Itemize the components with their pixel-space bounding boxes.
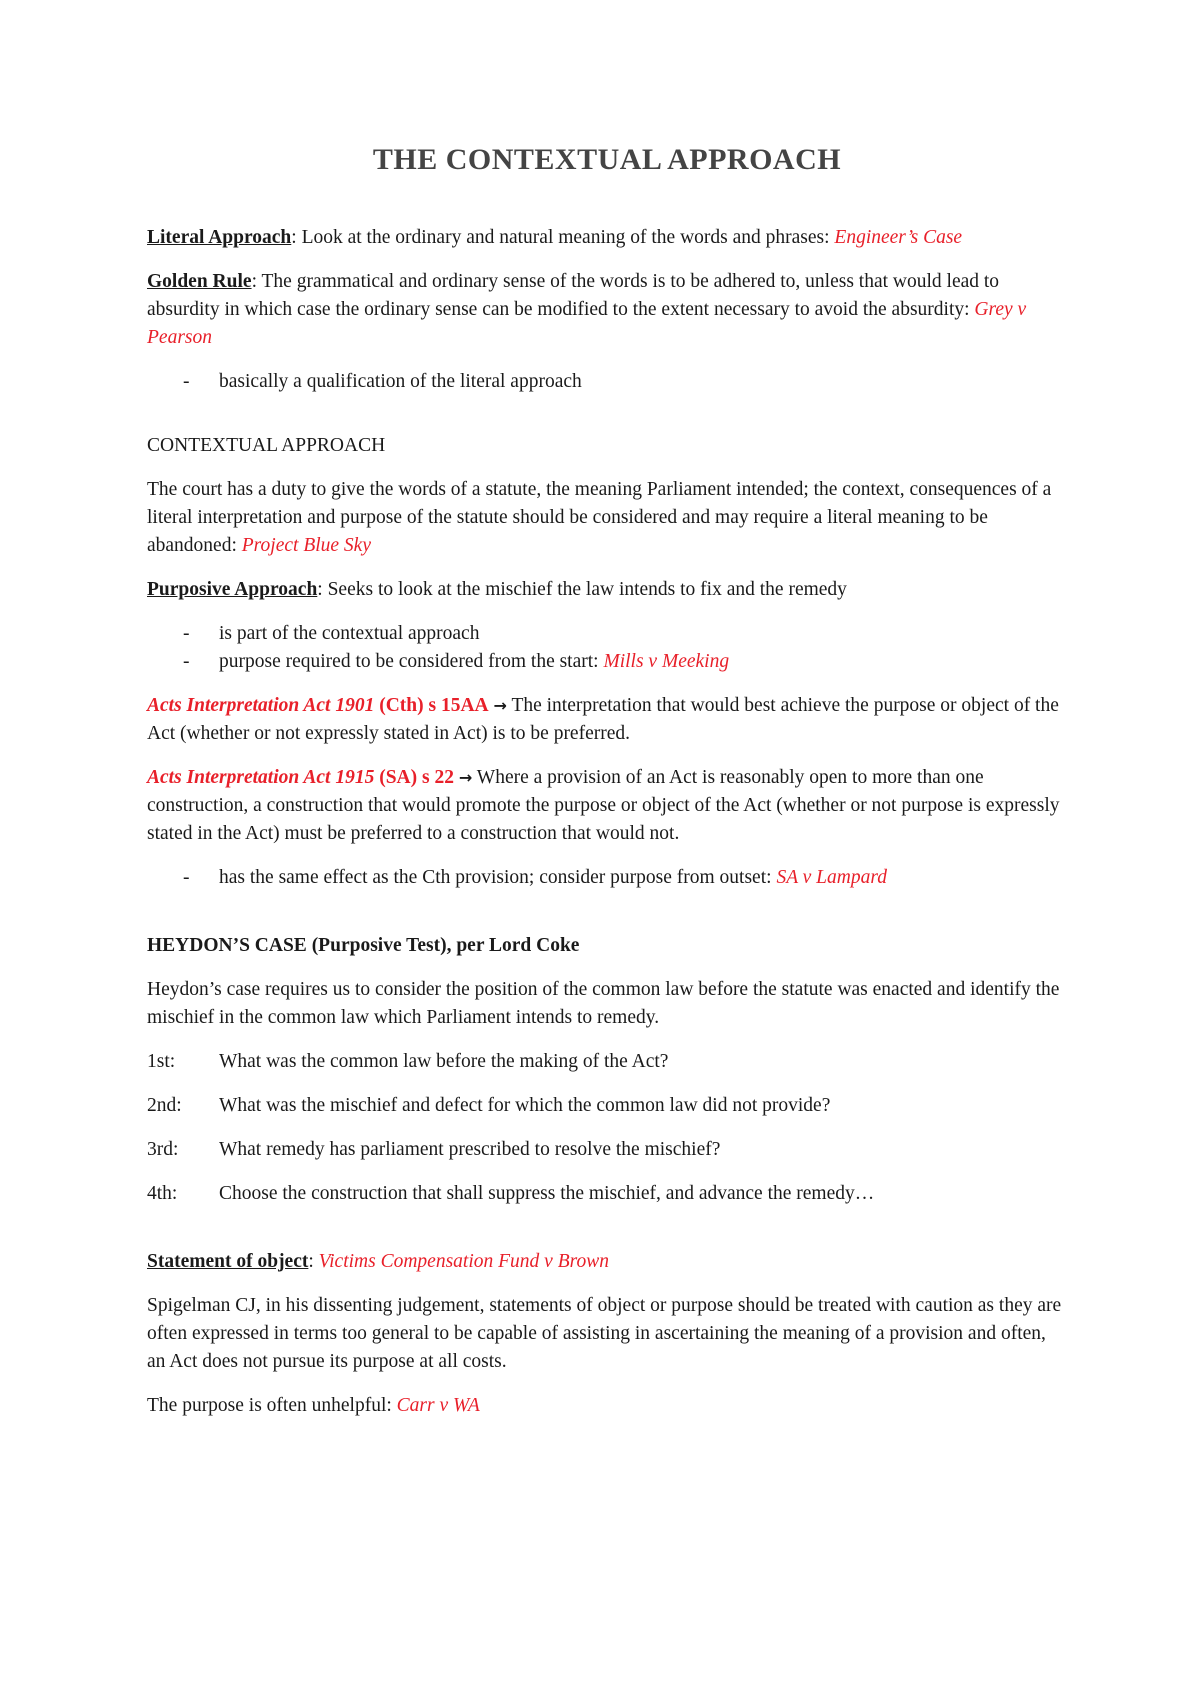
sa-act-name: Acts Interpretation Act 1915	[147, 767, 375, 788]
golden-rule-bullets	[147, 368, 1067, 396]
literal-approach-label: Literal Approach	[147, 227, 292, 248]
dash-marker: -	[183, 867, 190, 888]
literal-approach-case: Engineer’s Case	[834, 227, 963, 248]
dash-marker: -	[183, 371, 190, 392]
statement-of-object-paragraph	[147, 1248, 1067, 1276]
golden-rule-text: : The grammatical and ordinary sense of the words is to be adhered to, unless that would lead to absurdity in which case the ordinary sense can be modified to the extent necessary to avoid the absurdity:	[147, 271, 1000, 320]
sa-act-bullet-text: has the same effect as the Cth provision; consider purpose from outset:	[219, 867, 777, 888]
right-arrow-icon: →	[458, 768, 473, 787]
purposive-approach-bullets	[147, 620, 1067, 676]
spigelman-paragraph: Spigelman CJ, in his dissenting judgement, statements of object or purpose should be treated with caution as they are often expressed in terms too general to be capable of assisting in ascertaining the meaning of a provision and often, an Act does not pursue its purpose at all costs.	[147, 1295, 1062, 1372]
dash-marker: -	[183, 651, 190, 672]
page-title: THE CONTEXTUAL APPROACH	[372, 143, 842, 176]
purpose-unhelpful-case: Carr v WA	[396, 1395, 480, 1416]
sa-act-bullet-case: SA v Lampard	[776, 867, 887, 888]
step-text: What was the common law before the making of the Act?	[219, 1051, 669, 1072]
dash-marker: -	[183, 623, 190, 644]
right-arrow-icon: →	[493, 696, 507, 715]
list-item	[147, 648, 1067, 676]
heydons-case-paragraph: Heydon’s case requires us to consider the position of the common law before the statute was enacted and identify the mischief in the common law which Parliament intends to remedy.	[147, 979, 1060, 1028]
heydon-step	[147, 1092, 1067, 1120]
contextual-approach-case: Project Blue Sky	[241, 535, 371, 556]
golden-rule-label: Golden Rule	[147, 271, 252, 292]
purposive-approach-text: : Seeks to look at the mischief the law intends to fix and the remedy	[317, 579, 847, 600]
heydon-step	[147, 1048, 1067, 1076]
list-item	[147, 620, 1067, 648]
statement-of-object-label: Statement of object	[147, 1251, 309, 1272]
cth-act-text: The interpretation that would best achieve the purpose or object of the Act (whether or not expressly stated in Act) is to be preferred.	[147, 695, 1059, 744]
purpose-unhelpful-text: The purpose is often unhelpful:	[147, 1395, 397, 1416]
statement-of-object-case: Victims Compensation Fund v Brown	[318, 1251, 609, 1272]
cth-act-paragraph	[147, 692, 1067, 748]
literal-approach-text: : Look at the ordinary and natural meaning of the words and phrases:	[291, 227, 835, 248]
purposive-bullet-text: purpose required to be considered from the start:	[219, 651, 604, 672]
purposive-approach-paragraph	[147, 576, 1067, 604]
golden-rule-paragraph	[147, 268, 1067, 352]
purposive-approach-label: Purposive Approach	[147, 579, 318, 600]
sa-act-section: (SA) s 22	[374, 767, 454, 788]
heydon-step	[147, 1180, 1067, 1208]
purposive-bullet-case: Mills v Meeking	[603, 651, 730, 672]
list-item	[147, 368, 1067, 396]
step-text: What was the mischief and defect for which the common law did not provide?	[219, 1095, 831, 1116]
statement-colon: :	[308, 1251, 319, 1272]
step-text: Choose the construction that shall suppress the mischief, and advance the remedy…	[219, 1183, 875, 1204]
sa-act-bullets	[147, 864, 1067, 892]
list-item	[147, 864, 1067, 892]
step-text: What remedy has parliament prescribed to resolve the mischief?	[219, 1139, 721, 1160]
heydons-case-heading: HEYDON’S CASE (Purposive Test), per Lord Coke	[147, 935, 580, 956]
step-number: 3rd:	[147, 1139, 179, 1160]
contextual-approach-heading: CONTEXTUAL APPROACH	[147, 435, 386, 456]
cth-act-name: Acts Interpretation Act 1901	[147, 695, 375, 716]
contextual-approach-paragraph	[147, 476, 1067, 560]
heydon-step	[147, 1136, 1067, 1164]
literal-approach-paragraph	[147, 224, 1067, 252]
golden-rule-bullet-text: basically a qualification of the literal approach	[219, 371, 582, 392]
sa-act-paragraph	[147, 764, 1067, 848]
step-number: 4th:	[147, 1183, 178, 1204]
cth-act-section: (Cth) s 15AA	[374, 695, 489, 716]
step-number: 2nd:	[147, 1095, 182, 1116]
step-number: 1st:	[147, 1051, 176, 1072]
sa-act-text: Where a provision of an Act is reasonably open to more than one construction, a construction that would promote the purpose or object of the Act (whether or not purpose is expressly stated in the Act) must be preferred to a construction that would not.	[147, 767, 1060, 844]
purpose-unhelpful-paragraph	[147, 1392, 1067, 1420]
contextual-approach-text: The court has a duty to give the words of a statute, the meaning Parliament intended; the context, consequences of a literal interpretation and purpose of the statute should be considered and may require a literal meaning to be abandoned:	[147, 479, 1052, 556]
purposive-bullet-text: is part of the contextual approach	[219, 623, 480, 644]
golden-rule-case: Grey v Pearson	[147, 299, 1027, 348]
document-page	[147, 140, 1067, 1436]
